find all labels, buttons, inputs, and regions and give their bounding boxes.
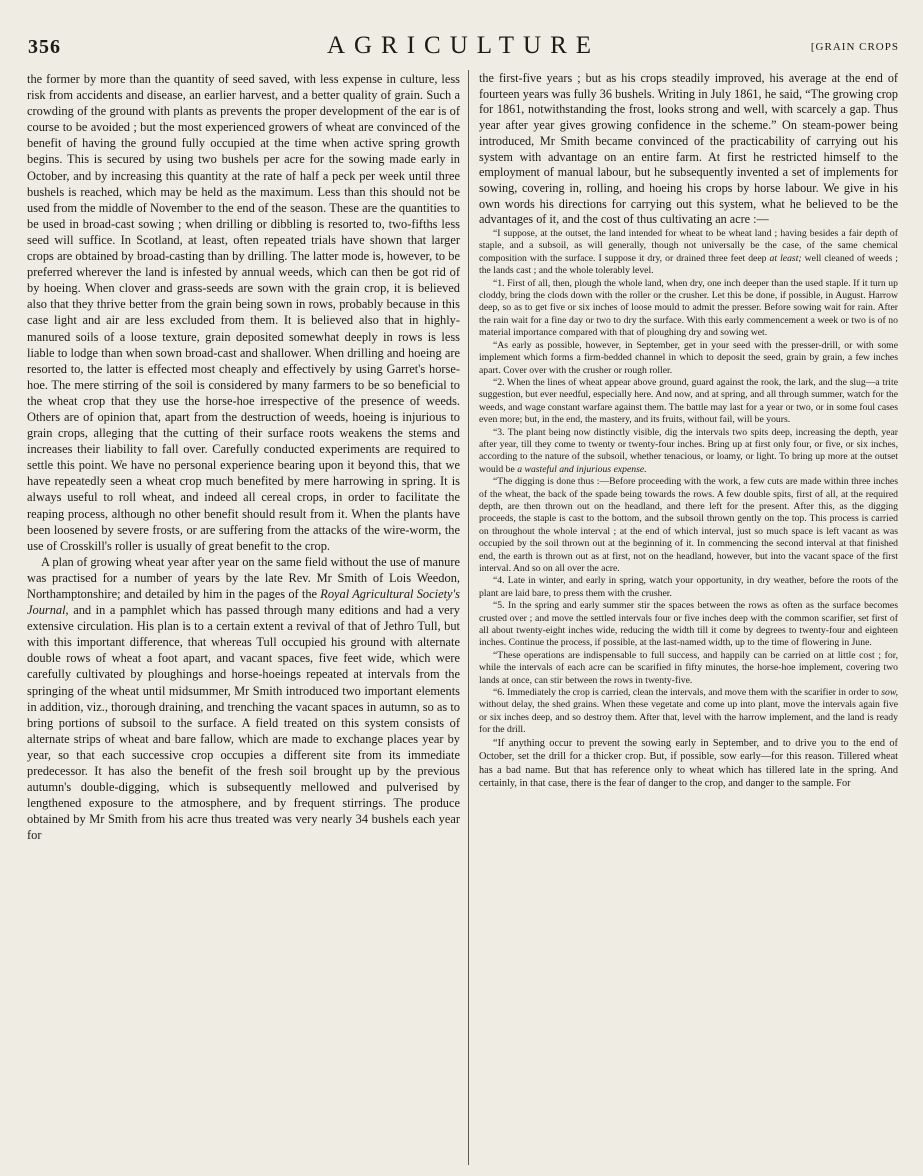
quote-paragraph bbox=[479, 687, 898, 737]
emphasis: sow, bbox=[881, 687, 898, 699]
paragraph: the former by more than the quantity of seed saved, with less expense in culture, less risk from accidents and disease, an earlier harvest, and a better quality of grain. Such a crowding of the ground with plants as prevents the proper development of the ear is of course to be avoided ; but the most experienced growers of wheat are convinced of the benefit of having the ground fully occupied at the time when active spring growth begins. This is secured by using two bushels per acre for the sowing made early in October, and by increasing this quantity at the rate of half a peck per week until three bushels is reached, which may be held as the maximum. Less than this should not be used from the middle of November to the end of the season. These are the quantities to be used in broad-cast sowing ; when drilling or dibbling is resorted to, two-fifths less seed will suffice. In Scotland, at least, often repeated trials have shown that larger crops are obtained by broad-casting than by drilling. The latter mode is, however, to be preferred wherever the land is infested by annual weeds, which can then be got rid of by hoeing. When clover and grass-seeds are sown with the grain crop, it is believed also that they thrive better from the grain being sown in rows, probably because in this case light and air are less excluded from them. It is believed also that in highly-manured soils of a loose texture, grain deposited somewhat deeply in rows is less liable to lodge than when sown broad-cast and shallower. When drilling and hoeing are resorted to, the latter is effected most cheaply and effectively by using Garret's horse-hoe. The mere stirring of the soil is considered by many farmers to be so beneficial to the wheat crop that they use the horse-hoe irrespective of the presence of weeds. Others are of opinion that, apart from the destruction of weeds, hoeing is injurious to grain crops, alleging that the cutting of their surface roots weakens the stems and increases their liability to fall over. Carefully conducted experiments are required to settle this point. We have no personal experience bearing upon it beyond this, that we have repeatedly seen a wheat crop much benefited by mere harrowing in spring. It is always useful to roll wheat, and indeed all cereal crops, in order to facilitate the reaping process, although no other benefit should result from it. When the plants have been loosened by severe frosts, or are suffering from the attacks of the wire-worm, the use of Crosskill's roller is usually of great benefit to the crop. bbox=[27, 72, 460, 553]
quote-paragraph: “These operations are indispensable to full success, and happily can be carried on at little cost ; for, while the intervals of each acre can be scarified in fifty minutes, the horse-hoe implement, covering two lands at once, can stir between the rows in twenty-five. bbox=[479, 649, 898, 686]
quote-paragraph: “The digging is done thus :—Before proceeding with the work, a few cuts are made within three inches of the wheat, the back of the spade being towards the rows. A few double spits, first of all, at the required depth, are then thrown out on the headland, and there left for the present. After this, as the digging proceeds, the staple is cast to the bottom, and the subsoil thrown gently on the top. This process is carried on throughout the whole interval ; at the end of which interval, just so much space is left vacant as was occupied by the soil thrown out at the beginning of it. In commencing the second interval at that finished end, the earth is thrown out as at first, not on the headland, however, but into the vacant space of the first interval. And so on all over the acre. bbox=[479, 476, 898, 574]
text-run: “I suppose, at the outset, the land intended for wheat to be wheat land ; having besides a fair depth of staple, and a subsoil, as will generally, though not universally be the case, of the same chemical composition with the surface. I suppose it dry, or drained three feet deep bbox=[479, 228, 898, 264]
section-tag: [GRAIN CROPS bbox=[810, 41, 899, 53]
running-title: AGRICULTURE bbox=[326, 32, 601, 59]
quote-paragraph: “As early as possible, however, in September, get in your seed with the presser-drill, or with some implement which forms a firm-bedded channel in which to deposit the seed, grain by grain, a few inches apart. Cover over with the crusher or rough roller. bbox=[479, 339, 898, 376]
text-run: well cleaned of weeds ; the lands cast ; and the whole tolerably level. bbox=[479, 252, 898, 277]
paragraph bbox=[27, 554, 460, 844]
quote-paragraph: “4. Late in winter, and early in spring, watch your opportunity, in dry weather, before the roots of the plant are laid bare, to press them with the crusher. bbox=[479, 575, 898, 599]
column-rule bbox=[468, 70, 469, 1165]
quote-paragraph: “If anything occur to prevent the sowing early in September, and to drive you to the end of October, set the drill for a thicker crop. But, if possible, sow early—for this reason. Tillered wheat has a bad name. But that has reference only to wheat which has tillered late in the spring. And certainly, in that case, there is the fear of danger to the crop, and danger to the sample. For bbox=[479, 737, 898, 790]
page-number: 356 bbox=[28, 36, 61, 58]
emphasis: a wasteful and injurious expense. bbox=[517, 463, 647, 475]
block-quote bbox=[479, 228, 898, 791]
quote-paragraph: “5. In the spring and early summer stir the spaces between the rows as often as the surface becomes crusted over ; and move the settled intervals four or five inches deep with the common scarifier, set first of all about twenty-eight inches wide, reducing the width till it come by degrees to twenty-four and eighteen inches. Continue the process, if possible, at the last-named width, up to the time of flowering in June. bbox=[479, 600, 898, 649]
right-column bbox=[479, 71, 898, 1166]
quote-paragraph bbox=[479, 427, 898, 477]
running-head bbox=[28, 32, 899, 64]
left-column bbox=[27, 71, 460, 1166]
body-text bbox=[479, 71, 898, 228]
journal-title: Royal Agricultural Society's Journal bbox=[27, 587, 460, 618]
text-run: “3. The plant being now distinctly visible, dig the intervals two spits deep, increasing the depth, year after year, till they come to twenty or twenty-four inches. Bring up at first only four, or five, or six inches, according to the nature of the subsoil, whether tenacious, or loamy, or light. To bring up more at the outset would be bbox=[479, 426, 898, 475]
text-run: A plan of growing wheat year after year on the same field without the use of manure was practised for a number of years by the late Rev. Mr Smith of Lois Weedon, Northamptonshire; and detailed by him in the pages of the bbox=[27, 554, 460, 601]
quote-paragraph: “1. First of all, then, plough the whole land, when dry, one inch deeper than the used staple. If it turn up cloddy, bring the clods down with the roller or the crusher. Let this be done, if possible, in August. Harrow deep, so as to get five or six inches of loose mould to admit the presser. Before sowing wait for rain. After the rain wait for a fine day or two to dry the surface. With this early commencement a week or two is of no material importance compared with that of ploughing dry and sowing wet. bbox=[479, 277, 898, 339]
quote-paragraph bbox=[479, 228, 898, 278]
emphasis: at least; bbox=[769, 252, 802, 264]
text-run: “6. Immediately the crop is carried, clean the intervals, and move them with the scarifier in order to bbox=[493, 687, 882, 699]
quote-paragraph: “2. When the lines of wheat appear above ground, guard against the rook, the lark, and the slug—a trite suggestion, but ever needful, especially here. And now, and at spring, and all through summer, watch for the weeds, and wage constant warfare against them. The battle may last for a year or two, or in some foul cases even more; but, in the end, the mastery, and its fruits, without fail, will be yours. bbox=[479, 376, 898, 426]
text-run: without delay, the shed grains. When these vegetate and come up into plant, move the intervals again five or six inches deep, and so destroy them. After that, level with the harrow implement, and the land is ready for the drill. bbox=[479, 699, 898, 736]
text-run: , and in a pamphlet which has passed through many editions and had a very extensive circulation. His plan is to a certain extent a revival of that of Jethro Tull, but with this important difference, that whereas Tull occupied his ground with alternate double rows of wheat a foot apart, and vacant spaces, five feet wide, which were carefully cultivated by ploughings and horse-hoeings repeated at intervals from the springing of the wheat until midsummer, Mr Smith introduced two important elements in addition, viz., thorough draining, and trenching the vacant spaces in autumn, so as to bring portions of subsoil to the surface. A field treated on this system consists of alternate strips of wheat and bare fallow, which are made to exchange places year by year, so that each successive crop occupies a different site from its immediate predecessor. It has also the benefit of the fresh soil brought up by the previous autumn's double-digging, which is subsequently mellowed and pulverised by lengthened exposure to the atmosphere, and by frequent stirrings. The produce obtained by Mr Smith from his acre thus treated was very nearly 34 bushels each year for bbox=[27, 603, 460, 843]
paragraph: the first-five years ; but as his crops steadily improved, his average at the end of fourteen years was fully 36 bushels. Writing in July 1861, he said, “The growing crop for 1861, notwithstanding the frost, looks strong and well, with scarcely a gap. Thus year after year gives growing confidence in the scheme.” On steam-power being introduced, Mr Smith became convinced of the practicability of carrying out his system with advantage on an entire farm. At first he restricted himself to the employment of manual labour, but he subsequently invented a set of implements for sowing, covering in, rolling, and hoeing his crops by horse labour. We give in his own words his directions for carrying out this system, what he believed to be the advantages of it, and the cost of thus cultivating an acre :— bbox=[479, 71, 898, 227]
